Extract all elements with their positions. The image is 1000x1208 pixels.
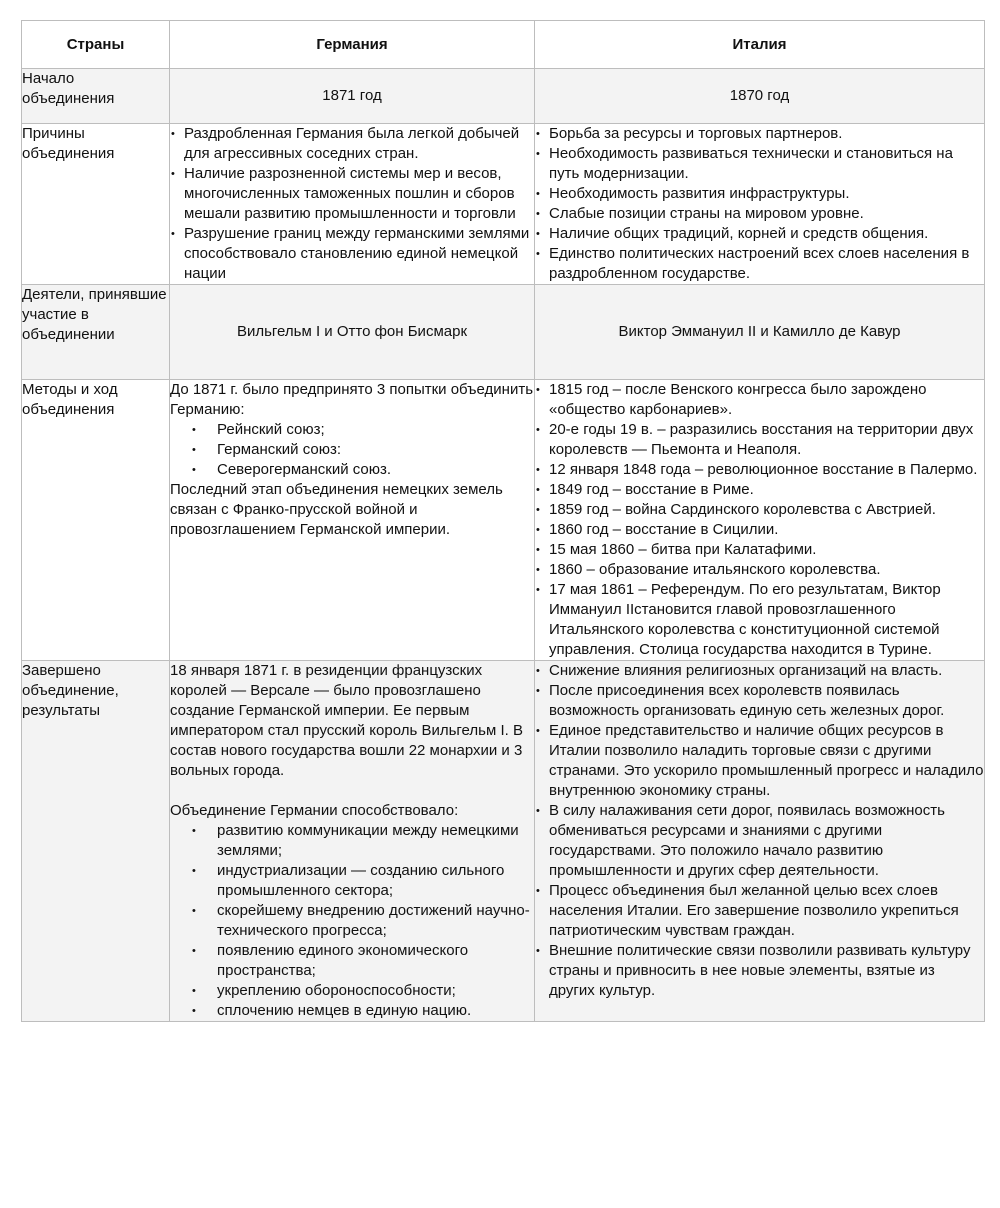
paragraph: Последний этап объединения немецких земель связан с Франко-прусской войной и провозглашением Германской империи. [170,481,503,538]
list-item: • Германский союз: [217,440,534,460]
header-germany: Германия [170,21,535,69]
list-item: • Наличие разрозненной системы мер и весов, многочисленных таможенных пошлин и сборов мешали развитию промышленности и торговли [170,164,534,224]
italy-causes [535,124,985,285]
row-causes [22,124,985,285]
list-item: • 1859 год – война Сардинского королевства с Австрией. [535,500,984,520]
italy-figures: Виктор Эммануил II и Камилло де Кавур [535,285,985,380]
row-label: Начало объединения [22,69,170,124]
list-item: • Внешние политические связи позволили развивать культуру страны и привносить в нее новые элементы, взятые из других культур. [535,941,984,1001]
row-label: Методы и ход объединения [22,380,170,661]
header-italy: Италия [535,21,985,69]
germany-methods [170,380,535,661]
list-item: • Единство политических настроений всех слоев населения в раздробленном государстве. [535,244,984,284]
germany-results [170,661,535,1022]
paragraph: 18 января 1871 г. в резиденции французских королей — Версале — было провозглашено создание Германской империи. Ее первым императором стал прусский король Вильгельм I. В состав нового государства вошли 22 монархии и 3 вольных города. [170,662,523,779]
list-item: • В силу налаживания сети дорог, появилась возможность обмениваться ресурсами и знаниями с другими государствами. Это положило начало развитию промышленности и других сфер деятельности. [535,801,984,881]
list-item: • сплочению немцев в единую нацию. [217,1001,534,1021]
row-label: Причины объединения [22,124,170,285]
header-row [22,21,985,69]
germany-start-year: 1871 год [170,69,535,124]
germany-causes [170,124,535,285]
list-item: • 12 января 1848 года – революционное восстание в Палермо. [535,460,984,480]
list-item: • Слабые позиции страны на мировом уровне. [535,204,984,224]
list-item: • Разрушение границ между германскими землями способствовало становлению единой немецкой нации [170,224,534,284]
list-item: • Борьба за ресурсы и торговых партнеров. [535,124,984,144]
list-item: • Северогерманский союз. [217,460,534,480]
list-item: • скорейшему внедрению достижений научно-технического прогресса; [217,901,534,941]
list-item: • 1815 год – после Венского конгресса было зарождено «общество карбонариев». [535,380,984,420]
row-label: Завершено объединение, результаты [22,661,170,1022]
row-figures [22,285,985,380]
list-item: • Единое представительство и наличие общих ресурсов в Италии позволило наладить торговые связи с другими странами. Это ускорило промышленный прогресс и наладило внутреннюю экономику страны. [535,721,984,801]
row-methods [22,380,985,661]
list-item: • укреплению обороноспособности; [217,981,534,1001]
list-item: • 1860 год – восстание в Сицилии. [535,520,984,540]
list-item: • Снижение влияния религиозных организаций на власть. [535,661,984,681]
italy-results [535,661,985,1022]
paragraph: До 1871 г. было предпринято 3 попытки объединить Германию: [170,381,534,418]
list-item: • Процесс объединения был желанной целью всех слоев населения Италии. Его завершение позволило укрепиться патриотическим чувствам граждан. [535,881,984,941]
row-start [22,69,985,124]
list-item: • развитию коммуникации между немецкими землями; [217,821,534,861]
comparison-table [21,20,985,1022]
germany-figures: Вильгельм I и Отто фон Бисмарк [170,285,535,380]
header-countries: Страны [22,21,170,69]
list-item: • появлению единого экономического пространства; [217,941,534,981]
list-item: • После присоединения всех королевств появилась возможность организовать единую сеть железных дорог. [535,681,984,721]
list-item: • индустриализации — созданию сильного промышленного сектора; [217,861,534,901]
paragraph: Объединение Германии способствовало: [170,802,459,819]
list-item: • Рейнский союз; [217,420,534,440]
list-item: • Раздробленная Германия была легкой добычей для агрессивных соседних стран. [170,124,534,164]
italy-start-year: 1870 год [535,69,985,124]
italy-methods [535,380,985,661]
list-item: • Необходимость развиваться технически и становиться на путь модернизации. [535,144,984,184]
list-item: • Наличие общих традиций, корней и средств общения. [535,224,984,244]
list-item: • 1849 год – восстание в Риме. [535,480,984,500]
list-item: • 1860 – образование итальянского королевства. [535,560,984,580]
list-item: • 15 мая 1860 – битва при Калатафими. [535,540,984,560]
list-item: • 17 мая 1861 – Референдум. По его результатам, Виктор Иммануил IIстановится главой провозглашенного Итальянского королевства с конституционной системой управления. Столица государства находится в Турине. [535,580,984,660]
list-item: • 20-е годы 19 в. – разразились восстания на территории двух королевств — Пьемонта и Неаполя. [535,420,984,460]
row-label: Деятели, принявшие участие в объединении [22,285,170,380]
row-results [22,661,985,1022]
list-item: • Необходимость развития инфраструктуры. [535,184,984,204]
